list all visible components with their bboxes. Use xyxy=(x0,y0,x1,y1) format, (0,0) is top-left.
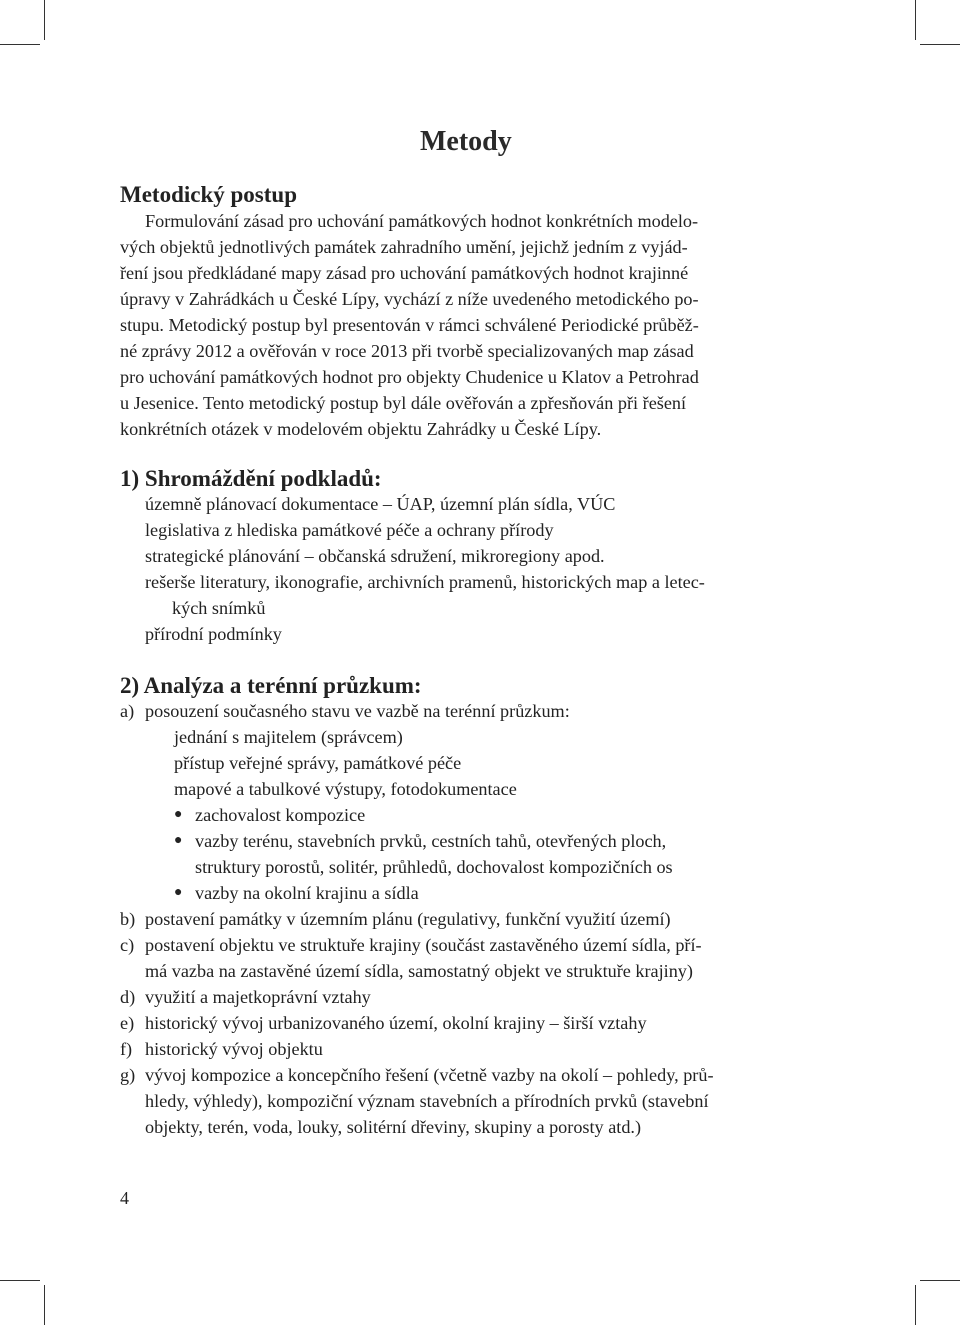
paragraph-line: né zprávy 2012 a ověřován v roce 2013 při tvorbě specializovaných map zásad xyxy=(120,341,694,361)
item-label-a: a) xyxy=(120,701,135,721)
paragraph-line: ření jsou předkládané mapy zásad pro uchování památkových hodnot krajinné xyxy=(120,263,689,283)
item-text-a: posouzení současného stavu ve vazbě na terénní průzkum: xyxy=(145,701,570,721)
crop-mark-right-horizontal xyxy=(920,44,960,45)
paragraph-line: u Jesenice. Tento metodický postup byl dále ověřován a zpřesňován při řešení xyxy=(120,393,687,413)
item-text-c-continuation: má vazba na zastavěné území sídla, samostatný objekt ve struktuře krajiny) xyxy=(145,961,693,981)
paragraph-line: vých objektů jednotlivých památek zahradního umění, jejichž jedním z vyjád- xyxy=(120,237,688,257)
crop-mark-bottom-left xyxy=(44,1285,45,1325)
bullet-item: zachovalost kompozice xyxy=(195,805,366,825)
crop-mark-top-left xyxy=(44,0,45,40)
item-text-d: využití a majetkoprávní vztahy xyxy=(145,987,371,1007)
sub-item: jednání s majitelem (správcem) xyxy=(174,727,403,747)
bullet-icon: ● xyxy=(174,833,183,848)
sub-item: mapové a tabulkové výstupy, fotodokumentace xyxy=(174,779,517,799)
paragraph-line: Formulování zásad pro uchování památkových hodnot konkrétních modelo- xyxy=(145,211,699,231)
sub-item: přístup veřejné správy, památkové péče xyxy=(174,753,462,773)
item-label-f: f) xyxy=(120,1039,133,1059)
section-heading-metodicky-postup: Metodický postup xyxy=(120,182,297,207)
item-text-g-continuation: hledy, výhledy), kompoziční význam stavebních a přírodních prvků (stavební xyxy=(145,1091,709,1111)
paragraph-line: stupu. Metodický postup byl presentován v rámci schválené Periodické průběž- xyxy=(120,315,699,335)
crop-mark-left-horizontal xyxy=(0,44,40,45)
item-label-e: e) xyxy=(120,1013,135,1033)
section-heading-shromazdeni: 1) Shromáždění podkladů: xyxy=(120,466,382,491)
list-item: rešerše literatury, ikonografie, archivních pramenů, historických map a letec- xyxy=(145,572,705,592)
list-item: přírodní podmínky xyxy=(145,624,282,644)
item-label-g: g) xyxy=(120,1065,136,1085)
page-number: 4 xyxy=(120,1188,129,1208)
list-item-continuation: kých snímků xyxy=(172,598,266,618)
item-label-c: c) xyxy=(120,935,135,955)
paragraph-line: úpravy v Zahrádkách u České Lípy, vychází z níže uvedeného metodického po- xyxy=(120,289,699,309)
item-label-d: d) xyxy=(120,987,136,1007)
item-text-g-continuation: objekty, terén, voda, louky, solitérní dřeviny, skupiny a porosty atd.) xyxy=(145,1117,642,1137)
bullet-item: vazby na okolní krajinu a sídla xyxy=(195,883,419,903)
item-text-e: historický vývoj urbanizovaného území, okolní krajiny – širší vztahy xyxy=(145,1013,647,1033)
item-text-c: postavení objektu ve struktuře krajiny (součást zastavěného území sídla, pří- xyxy=(145,935,702,955)
item-text-g: vývoj kompozice a koncepčního řešení (včetně vazby na okolí – pohledy, prů- xyxy=(145,1065,714,1085)
paragraph-line: konkrétních otázek v modelovém objektu Zahrádky u České Lípy. xyxy=(120,419,602,439)
section-heading-analyza: 2) Analýza a terénní průzkum: xyxy=(120,673,422,698)
list-item: strategické plánování – občanská sdružení, mikroregiony apod. xyxy=(145,546,605,566)
item-text-f: historický vývoj objektu xyxy=(145,1039,323,1059)
crop-mark-bottom-left-horizontal xyxy=(0,1280,40,1281)
chapter-title: Metody xyxy=(420,126,512,157)
item-label-b: b) xyxy=(120,909,136,929)
crop-mark-top-right xyxy=(915,0,916,40)
paragraph-line: pro uchování památkových hodnot pro objekty Chudenice u Klatov a Petrohrad xyxy=(120,367,699,387)
bullet-item: vazby terénu, stavebních prvků, cestních tahů, otevřených ploch, xyxy=(195,831,667,851)
item-text-b: postavení památky v územním plánu (regulativy, funkční využití území) xyxy=(145,909,671,929)
bullet-item-continuation: struktury porostů, solitér, průhledů, dochovalost kompozičních os xyxy=(195,857,673,877)
bullet-icon: ● xyxy=(174,807,183,822)
crop-mark-bottom-right xyxy=(915,1285,916,1325)
bullet-icon: ● xyxy=(174,885,183,900)
crop-mark-bottom-right-horizontal xyxy=(920,1280,960,1281)
list-item: územně plánovací dokumentace – ÚAP, územní plán sídla, VÚC xyxy=(145,494,616,514)
list-item: legislativa z hlediska památkové péče a ochrany přírody xyxy=(145,520,554,540)
